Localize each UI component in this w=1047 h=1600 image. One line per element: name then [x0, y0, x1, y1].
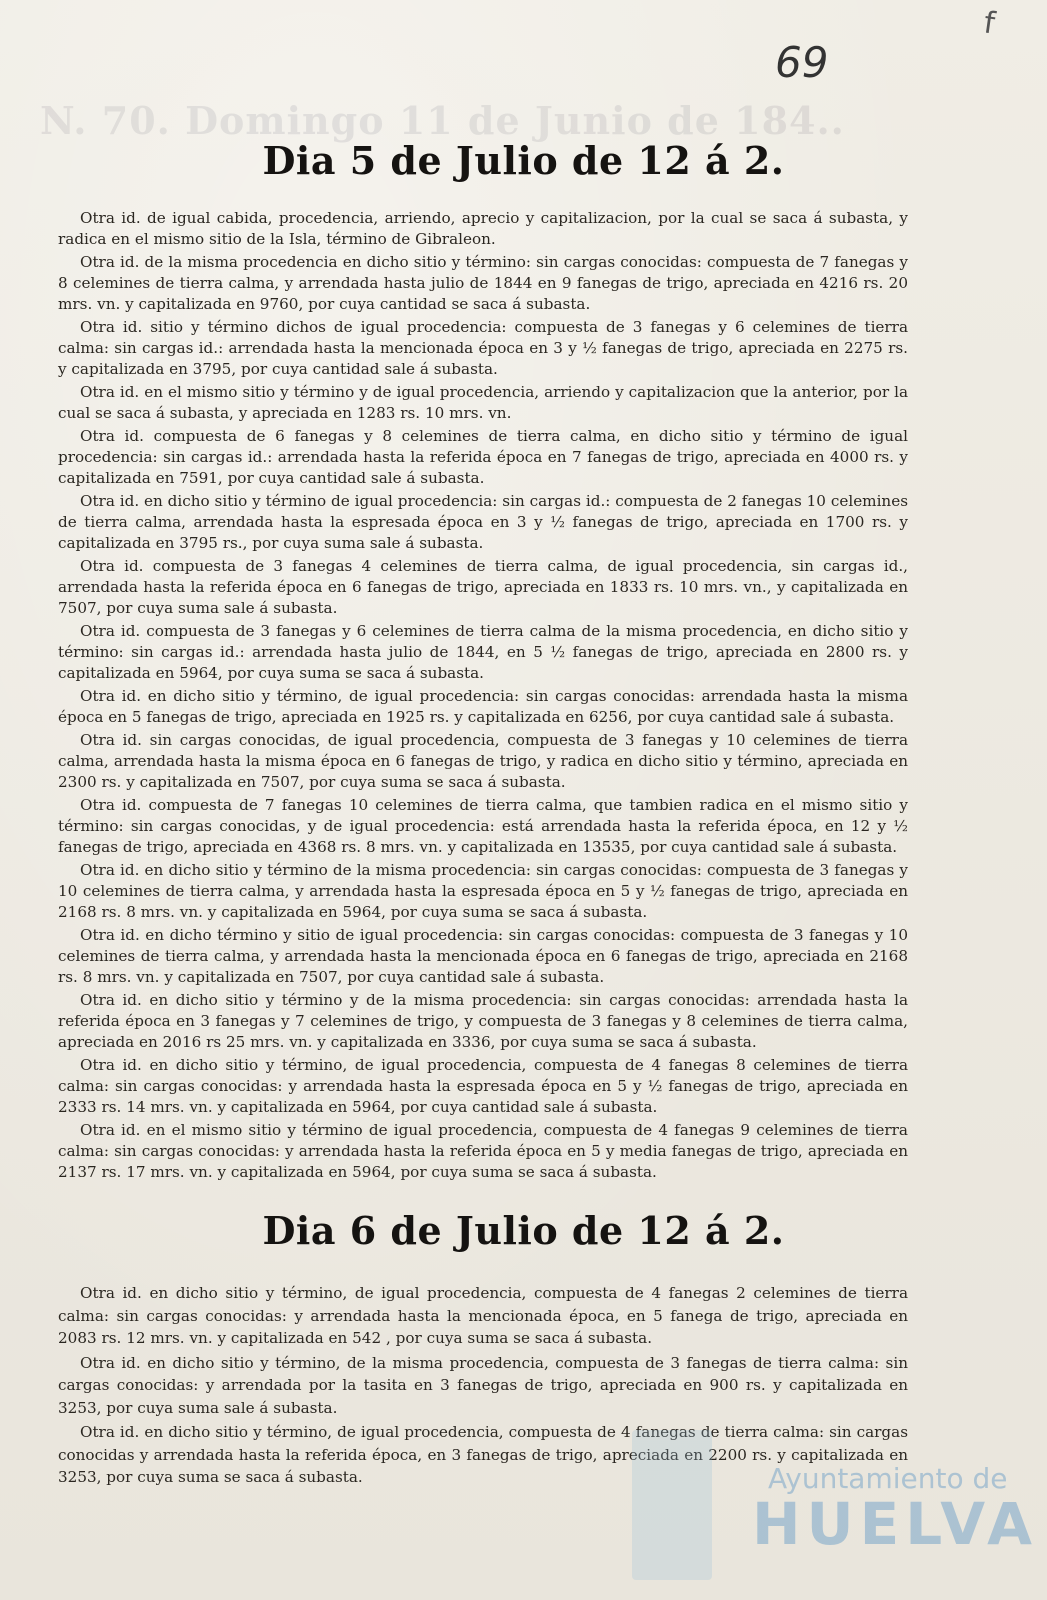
entry: Otra id. en dicho sitio y término y de la misma procedencia: sin cargas conocidas: arrendada hasta la referida época en 3 fanegas y 7 celemines de trigo, y compuesta de 3 fanegas y 8 celemines de tierra calma, apreciada en 2016 rs 25 mrs. vn. y capitalizada en 3336, por cuya suma se saca á subasta. — [58, 991, 908, 1051]
entry: Otra id. en dicho término y sitio de igual procedencia: sin cargas conocidas: compuesta de 3 fanegas y 10 celemines de tierra calma, y arrendada hasta la mencionada época en 6 fanegas de trigo, apreciada en 2168 rs. 8 mrs. vn. y capitalizada en 7507, por cuya cantidad sale á subasta. — [58, 926, 908, 986]
corner-annotation: f — [982, 5, 998, 42]
entry: Otra id. compuesta de 6 fanegas y 8 celemines de tierra calma, en dicho sitio y término de igual procedencia: sin cargas id.: arrendada hasta la referida época en 7 fanegas de trigo, apreciada en 4000 rs. y capitalizada en 7591, por cuya cantidad sale á subasta. — [58, 427, 908, 487]
section-july-6-entries — [58, 1282, 908, 1491]
section-heading-july-6: Dia 6 de Julio de 12 á 2. — [262, 1208, 785, 1253]
bleed-through-text: N. 70. Domingo 11 de Junio de 184.. — [40, 98, 845, 143]
handwritten-page-number: 69 — [775, 38, 829, 87]
watermark-crest-icon — [632, 1430, 712, 1580]
entry: Otra id. en el mismo sitio y término de igual procedencia, compuesta de 4 fanegas 9 celemines de tierra calma: sin cargas conocidas: y arrendada hasta la referida época en 5 y media fanegas de trigo, apreciada en 2137 rs. 17 mrs. vn. y capitalizada en 5964, por cuya suma se saca á subasta. — [58, 1121, 908, 1181]
section-july-5-entries — [58, 208, 908, 1185]
entry: Otra id. en dicho sitio y término, de igual procedencia, compuesta de 4 fanegas de tierra calma: sin cargas conocidas y arrendada hasta la referida época, en 3 fanegas de trigo, apreciada en 2200 rs. y capitalizada en 3253, por cuya suma se saca á subasta. — [58, 1423, 908, 1486]
entry: Otra id. compuesta de 3 fanegas y 6 celemines de tierra calma de la misma procedencia, en dicho sitio y término: sin cargas id.: arrendada hasta julio de 1844, en 5 ½ fanegas de trigo, apreciada en 2800 rs. y capitalizada en 5964, por cuya suma se saca á subasta. — [58, 622, 908, 682]
entry: Otra id. sitio y término dichos de igual procedencia: compuesta de 3 fanegas y 6 celemines de tierra calma: sin cargas id.: arrendada hasta la mencionada época en 3 y ½ fanegas de trigo, apreciada en 2275 rs. y capitalizada en 3795, por cuya cantidad sale á subasta. — [58, 318, 908, 378]
entry: Otra id. compuesta de 3 fanegas 4 celemines de tierra calma, de igual procedencia, sin cargas id., arrendada hasta la referida época en 6 fanegas de trigo, apreciada en 1833 rs. 10 mrs. vn., y capitalizada en 7507, por cuya suma sale á subasta. — [58, 557, 908, 617]
entry: Otra id. de la misma procedencia en dicho sitio y término: sin cargas conocidas: compuesta de 7 fanegas y 8 celemines de tierra calma, y arrendada hasta julio de 1844 en 9 fanegas de trigo, apreciada en 4216 rs. 20 mrs. vn. y capitalizada en 9760, por cuya cantidad se saca á subasta. — [58, 253, 908, 313]
watermark-label: Ayuntamiento de — [768, 1462, 1008, 1495]
entry: Otra id. de igual cabida, procedencia, arriendo, aprecio y capitalizacion, por la cual se saca á subasta, y radica en el mismo sitio de la Isla, término de Gibraleon. — [58, 209, 908, 248]
entry: Otra id. en dicho sitio y término de la misma procedencia: sin cargas conocidas: compuesta de 3 fanegas y 10 celemines de tierra calma, y arrendada hasta la espresada época en 5 y ½ fanegas de trigo, apreciada en 2168 rs. 8 mrs. vn. y capitalizada en 5964, por cuya suma se saca á subasta. — [58, 861, 908, 921]
watermark-city: HUELVA — [752, 1490, 1039, 1558]
entry: Otra id. sin cargas conocidas, de igual procedencia, compuesta de 3 fanegas y 10 celemines de tierra calma, arrendada hasta la misma época en 6 fanegas de trigo, y radica en dicho sitio y término, apreciada en 2300 rs. y capitalizada en 7507, por cuya suma se saca á subasta. — [58, 731, 908, 791]
entry: Otra id. en dicho sitio y término, de la misma procedencia, compuesta de 3 fanegas de tierra calma: sin cargas conocidas: y arrendada por la tasita en 3 fanegas de trigo, apreciada en 900 rs. y capitalizada en 3253, por cuya suma sale á subasta. — [58, 1353, 908, 1417]
entry: Otra id. en dicho sitio y término, de igual procedencia, compuesta de 4 fanegas 8 celemines de tierra calma: sin cargas conocidas: y arrendada hasta la espresada época en 5 y ½ fanegas de trigo, apreciada en 2333 rs. 14 mrs. vn. y capitalizada en 5964, por cuya cantidad sale á subasta. — [58, 1056, 908, 1116]
entry: Otra id. compuesta de 7 fanegas 10 celemines de tierra calma, que tambien radica en el mismo sitio y término: sin cargas conocidas, y de igual procedencia: está arrendada hasta la referida época, en 12 y ½ fanegas de trigo, apreciada en 4368 rs. 8 mrs. vn. y capitalizada en 13535, por cuya cantidad sale á subasta. — [58, 796, 908, 856]
entry: Otra id. en dicho sitio y término, de igual procedencia: sin cargas conocidas: arrendada hasta la misma época en 5 fanegas de trigo, apreciada en 1925 rs. y capitalizada en 6256, por cuya cantidad sale á subasta. — [58, 687, 908, 726]
entry: Otra id. en dicho sitio y término de igual procedencia: sin cargas id.: compuesta de 2 fanegas 10 celemines de tierra calma, arrendada hasta la espresada época en 3 y ½ fanegas de trigo, apreciada en 1700 rs. y capitalizada en 3795 rs., por cuya suma sale á subasta. — [58, 492, 908, 552]
entry: Otra id. en el mismo sitio y término y de igual procedencia, arriendo y capitalizacion que la anterior, por la cual se saca á subasta, y apreciada en 1283 rs. 10 mrs. vn. — [58, 383, 908, 422]
entry: Otra id. en dicho sitio y término, de igual procedencia, compuesta de 4 fanegas 2 celemines de tierra calma: sin cargas conocidas: y arrendada hasta la mencionada época, en 5 fanega de trigo, apreciada en 2083 rs. 12 mrs. vn. y capitalizada en 542 , por cuya suma se saca á subasta. — [58, 1284, 908, 1347]
section-heading-july-5: Dia 5 de Julio de 12 á 2. — [262, 138, 785, 183]
